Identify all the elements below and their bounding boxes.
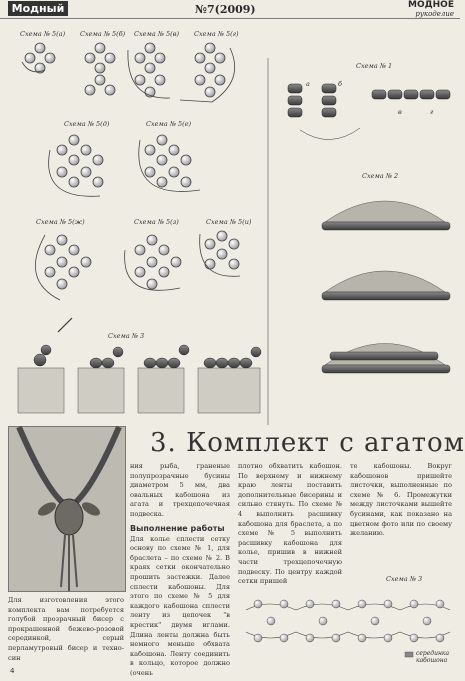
scheme-5i-drawing xyxy=(200,231,240,276)
letter-a: а xyxy=(306,80,310,88)
scheme-5b-label: Схема № 5(б) xyxy=(80,30,126,38)
column-2-body: Для колье сплести сетку основу по схеме № 1, для браслета – по схеме № 2. В краях сетки окончательно прошить застежки. Далее сплести кабошоны. Для этого по схеме № 5 для каждого кабошона сплести ленту из цепочек "в крестик" двумя иглами. Длина ленты должна быть немного меньше обхвата кабошона. Ленту соединить в кольцо, которое должно (очень xyxy=(130,534,230,677)
scheme-5a-label: Схема № 5(а) xyxy=(20,30,66,38)
scheme-5a-drawing xyxy=(22,43,55,73)
necklace-illustration xyxy=(9,427,125,591)
scheme-5b-drawing xyxy=(85,43,115,95)
scheme-2-drawing xyxy=(322,201,450,373)
scheme-2-label: Схема № 2 xyxy=(362,172,399,180)
letter-g: г xyxy=(430,108,434,116)
scheme-3-right-label: Схема № 3 xyxy=(386,575,423,583)
scheme-5e-label: Схема № 5(е) xyxy=(146,120,192,128)
article-column-1: Для изготовления этого комплекта вам потребуется голубой прозрачный бисер с прокрашенной бежево-розовой серединкой, серый перламутровый бисер и техно-син xyxy=(8,596,124,662)
letter-b: б xyxy=(338,80,342,88)
scheme-5g-drawing xyxy=(180,43,235,102)
magazine-logo: Модный xyxy=(8,1,68,16)
article-title: 3. Комплект с агатом xyxy=(150,428,465,458)
necklace-photo xyxy=(8,426,126,592)
scheme-5v-drawing xyxy=(128,43,170,98)
scheme-5zh-drawing xyxy=(35,235,91,300)
article-column-4: те кабошоны. Вокруг кабошонов пришейте листочки, выполненные по схеме № 6. Промежутки между листочками вышейте бусинами, как показано на цветном фото или по своему желанию. xyxy=(350,462,452,538)
scheme-5d-label: Схема № 5(д) xyxy=(64,120,110,128)
column-2-intro: ния рыба, граненые полупрозрачные бусины диаметром 5 мм, два овальных кабошона из агата и трехцепочечная подвеска. xyxy=(130,462,230,518)
issue-number: №7(2009) xyxy=(195,3,256,16)
scheme-5z-drawing xyxy=(125,235,181,290)
section-heading: Выполнение работы xyxy=(130,523,225,533)
brand-name: МОДНОЕ xyxy=(408,0,454,10)
scheme-1-label: Схема № 1 xyxy=(356,62,393,70)
scheme-1-drawing xyxy=(288,84,450,140)
scheme-5z-label: Схема № 5(з) xyxy=(134,218,179,226)
scheme-5d-drawing xyxy=(49,135,103,196)
brand-subtitle: рукоделие xyxy=(415,10,454,18)
page-number: 4 xyxy=(10,667,15,675)
scheme-5zh-label: Схема № 5(ж) xyxy=(36,218,85,226)
scheme-5i-label: Схема № 5(и) xyxy=(206,218,252,226)
scheme-5e-drawing xyxy=(139,135,200,191)
letter-v: в xyxy=(398,108,402,116)
scheme-5g-label: Схема № 5(г) xyxy=(194,30,239,38)
scheme-5v-label: Схема № 5(в) xyxy=(134,30,180,38)
article-column-3: плотно обхватить кабошон. По верхнему и нижнему краю ленты поставить дополнительные бисерины и сильно стянуть. По схеме № 4 выполнить расшивку кабошона для браслета, а по схеме № 5 выполнить расшивку кабошона для колье, пришив в нижней части трехцепочечную подвеску. По центру каждой сетки пришей xyxy=(238,462,342,586)
legend-text: серединка кабошона xyxy=(416,650,450,664)
article-column-2 xyxy=(130,462,230,677)
scheme-3-label: Схема № 3 xyxy=(108,332,145,340)
